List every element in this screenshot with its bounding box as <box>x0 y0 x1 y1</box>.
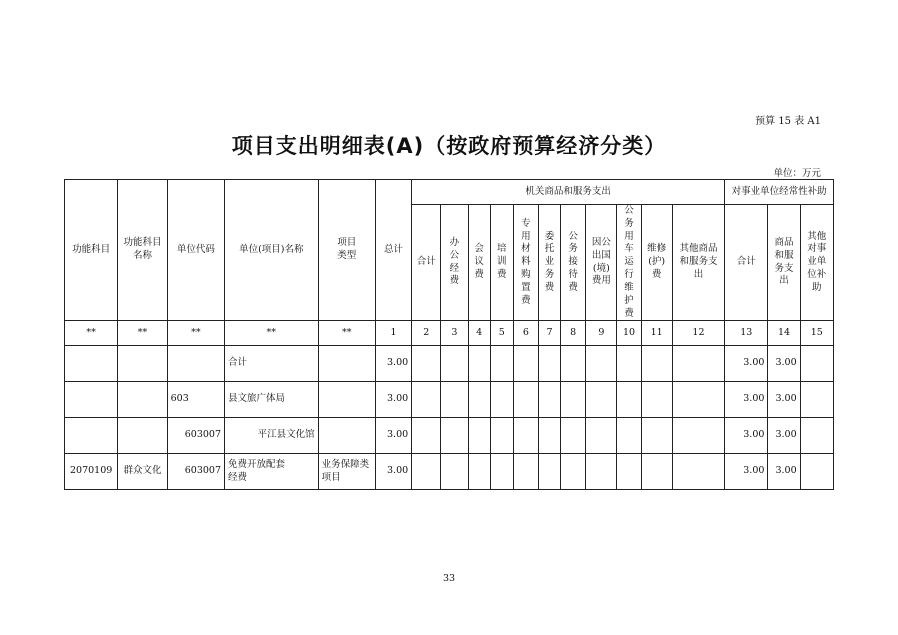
index-cell: 2 <box>412 321 441 346</box>
func-code-cell <box>65 418 118 454</box>
subsidy-goods-cell: 3.00 <box>768 454 800 490</box>
header-goods-col: 其他商品 和服务支 出 <box>672 205 724 321</box>
header-group-goods: 机关商品和服务支出 <box>412 180 725 205</box>
table-row <box>65 382 834 418</box>
index-cell: 9 <box>586 321 617 346</box>
index-cell: 7 <box>538 321 560 346</box>
unit-name-cell: 县文旅广体局 <box>225 382 319 418</box>
header-group-subsidy: 对事业单位经常性补助 <box>725 180 834 205</box>
empty-cell <box>490 346 513 382</box>
index-cell: 14 <box>768 321 800 346</box>
header-func-code: 功能科目 <box>65 180 118 321</box>
empty-cell <box>538 454 560 490</box>
header-row-1 <box>65 180 834 205</box>
unit-code-cell: 603007 <box>167 454 224 490</box>
header-goods-col: 公 务 用 车 运 行 维 护 费 <box>617 205 641 321</box>
subsidy-total-cell: 3.00 <box>725 382 768 418</box>
empty-cell <box>586 454 617 490</box>
empty-cell <box>641 454 672 490</box>
table-code: 预算 15 表 A1 <box>755 116 821 127</box>
unit-name-cell: 免费开放配套 经费 <box>225 454 319 490</box>
index-cell: 10 <box>617 321 641 346</box>
empty-cell <box>641 346 672 382</box>
func-code-cell: 2070109 <box>65 454 118 490</box>
project-type-cell <box>318 382 375 418</box>
empty-cell <box>538 418 560 454</box>
header-unit-code: 单位代码 <box>167 180 224 321</box>
empty-cell <box>538 382 560 418</box>
empty-cell <box>617 346 641 382</box>
empty-cell <box>513 454 538 490</box>
empty-cell <box>800 382 833 418</box>
table-row <box>65 346 834 382</box>
subsidy-total-cell: 3.00 <box>725 454 768 490</box>
empty-cell <box>412 346 441 382</box>
index-cell: ** <box>167 321 224 346</box>
header-subsidy-col: 商品 和服 务支 出 <box>768 205 800 321</box>
header-goods-col: 合计 <box>412 205 441 321</box>
index-row <box>65 321 834 346</box>
project-type-cell <box>318 346 375 382</box>
page-title: 项目支出明细表(A)（按政府预算经济分类） <box>231 134 667 158</box>
subsidy-total-cell: 3.00 <box>725 346 768 382</box>
empty-cell <box>586 418 617 454</box>
header-unit-name: 单位(项目)名称 <box>225 180 319 321</box>
empty-cell <box>800 418 833 454</box>
header-goods-col: 办 公 经 费 <box>441 205 468 321</box>
project-type-cell <box>318 418 375 454</box>
header-goods-col: 培 训 费 <box>490 205 513 321</box>
index-cell: ** <box>225 321 319 346</box>
header-total: 总计 <box>375 180 411 321</box>
index-cell: ** <box>65 321 118 346</box>
index-cell: 6 <box>513 321 538 346</box>
empty-cell <box>800 454 833 490</box>
empty-cell <box>490 454 513 490</box>
empty-cell <box>468 382 490 418</box>
index-cell: 12 <box>672 321 724 346</box>
index-cell: ** <box>318 321 375 346</box>
empty-cell <box>561 454 586 490</box>
header-project-type: 项目 类型 <box>318 180 375 321</box>
empty-cell <box>412 382 441 418</box>
empty-cell <box>800 346 833 382</box>
project-type-cell: 业务保障类 项目 <box>318 454 375 490</box>
total-cell: 3.00 <box>375 346 411 382</box>
table-row <box>65 454 834 490</box>
header-goods-col: 会 议 费 <box>468 205 490 321</box>
index-cell: 8 <box>561 321 586 346</box>
empty-cell <box>468 418 490 454</box>
func-name-cell: 群众文化 <box>118 454 167 490</box>
total-cell: 3.00 <box>375 454 411 490</box>
header-goods-col: 专 用 材 料 购 置 费 <box>513 205 538 321</box>
subsidy-total-cell: 3.00 <box>725 418 768 454</box>
header-func-name: 功能科目 名称 <box>118 180 167 321</box>
empty-cell <box>672 454 724 490</box>
index-cell: ** <box>118 321 167 346</box>
subsidy-goods-cell: 3.00 <box>768 418 800 454</box>
empty-cell <box>513 346 538 382</box>
empty-cell <box>490 418 513 454</box>
unit-code-cell <box>167 346 224 382</box>
table-row <box>65 418 834 454</box>
empty-cell <box>561 382 586 418</box>
unit-code-cell: 603 <box>167 382 224 418</box>
unit-label: 单位：万元 <box>773 168 821 179</box>
index-cell: 1 <box>375 321 411 346</box>
empty-cell <box>586 382 617 418</box>
empty-cell <box>672 382 724 418</box>
empty-cell <box>672 346 724 382</box>
func-name-cell <box>118 418 167 454</box>
empty-cell <box>561 418 586 454</box>
subsidy-goods-cell: 3.00 <box>768 382 800 418</box>
header-goods-col: 公 务 接 待 费 <box>561 205 586 321</box>
header-subsidy-col: 其他 对事 业单 位补 助 <box>800 205 833 321</box>
empty-cell <box>617 454 641 490</box>
header-goods-col: 因公 出国 (境) 费用 <box>586 205 617 321</box>
index-cell: 5 <box>490 321 513 346</box>
index-cell: 15 <box>800 321 833 346</box>
total-cell: 3.00 <box>375 382 411 418</box>
empty-cell <box>490 382 513 418</box>
empty-cell <box>617 382 641 418</box>
index-cell: 4 <box>468 321 490 346</box>
unit-name-cell: 平江县文化馆 <box>225 418 319 454</box>
empty-cell <box>412 418 441 454</box>
empty-cell <box>513 418 538 454</box>
empty-cell <box>441 418 468 454</box>
empty-cell <box>617 418 641 454</box>
total-cell: 3.00 <box>375 418 411 454</box>
func-name-cell <box>118 346 167 382</box>
header-goods-col: 委 托 业 务 费 <box>538 205 560 321</box>
subsidy-goods-cell: 3.00 <box>768 346 800 382</box>
empty-cell <box>468 346 490 382</box>
empty-cell <box>468 454 490 490</box>
func-code-cell <box>65 382 118 418</box>
func-code-cell <box>65 346 118 382</box>
empty-cell <box>412 454 441 490</box>
expenditure-table <box>64 179 834 490</box>
empty-cell <box>538 346 560 382</box>
index-cell: 3 <box>441 321 468 346</box>
func-name-cell <box>118 382 167 418</box>
page-number: 33 <box>442 573 456 584</box>
empty-cell <box>672 418 724 454</box>
index-cell: 11 <box>641 321 672 346</box>
empty-cell <box>441 382 468 418</box>
empty-cell <box>586 346 617 382</box>
empty-cell <box>561 346 586 382</box>
unit-code-cell: 603007 <box>167 418 224 454</box>
empty-cell <box>513 382 538 418</box>
empty-cell <box>641 382 672 418</box>
empty-cell <box>641 418 672 454</box>
empty-cell <box>441 454 468 490</box>
unit-name-cell: 合计 <box>225 346 319 382</box>
header-goods-col: 维修 (护) 费 <box>641 205 672 321</box>
empty-cell <box>441 346 468 382</box>
index-cell: 13 <box>725 321 768 346</box>
header-subsidy-col: 合计 <box>725 205 768 321</box>
